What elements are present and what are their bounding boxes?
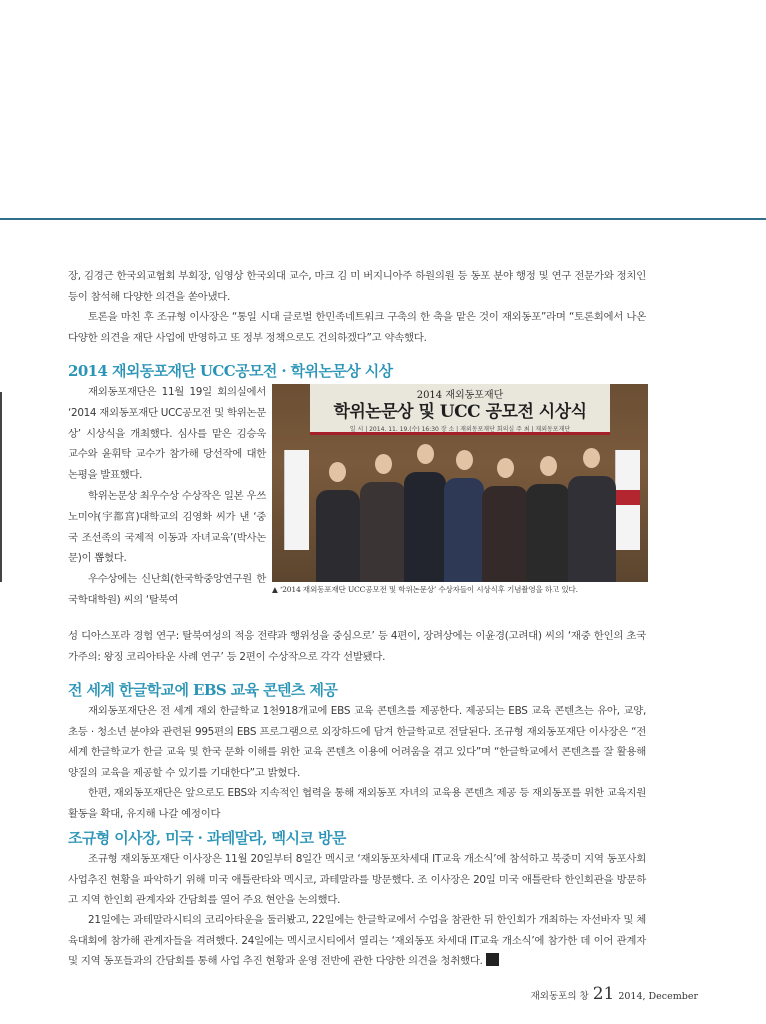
person-head [417, 444, 434, 464]
page-footer [531, 984, 698, 1004]
person [316, 490, 360, 582]
page-number: 21 [592, 984, 615, 1004]
person-head [329, 462, 346, 482]
intro-paragraph-2: 토론을 마친 후 조규형 이사장은 “통일 시대 글로벌 한민족네트워크 구축의 한 축을 맡은 것이 재외동포”라며 “토론회에서 나온 다양한 의견을 재단 사업에 반영하고 또 정부 정책으로도 건의하겠다”고 약속했다. [68, 311, 646, 344]
section2-paragraph-1: 재외동포재단은 전 세계 재외 한글학교 1천918개교에 EBS 교육 콘텐츠를 제공한다. 제공되는 EBS 교육 콘텐츠는 유아, 교양, 초등 · 청소년 분야와 관련된 995편의 EBS 프로그램으로 외장하드에 담겨 한글학교로 전달된다. 조규형 재외동포재단 이사장은 “전 세계 한글학교가 한글 교육 및 한국 문화 이해를 위한 교육 콘텐츠 이용에 어려움을 겪고 있다”며 “한글학교에서 콘텐츠를 잘 활용해 양질의 교육을 제공할 수 있기를 기대한다”고 밝혔다. [68, 705, 646, 779]
section1-paragraph-tail: 성 디아스포라 경험 연구: 탈북여성의 적응 전략과 행위성을 중심으로’ 등 4편이, 장려상에는 이윤경(고려대) 씨의 ‘재중 한인의 초국가주의: 왕징 코리아타운 사례 연구’ 등 2편이 수상작으로 각각 선발됐다. [68, 630, 646, 663]
korean-flag [284, 450, 309, 550]
section2-paragraph-2: 한편, 재외동포재단은 앞으로도 EBS와 지속적인 협력을 통해 재외동포 자녀의 교육용 콘텐츠 제공 등 재외동포를 위한 교육지원 활동을 확대, 유지해 나갈 예정이다 [68, 787, 646, 820]
magazine-name: 재외동포의 창 [530, 991, 589, 1002]
foundation-flag [615, 450, 640, 550]
person [568, 476, 616, 582]
top-rule [0, 218, 766, 220]
person-head [583, 448, 600, 468]
banner-line-1: 2014 재외동포재단 [416, 390, 504, 401]
section-heading-ebs: 전 세계 한글학교에 EBS 교육 콘텐츠 제공 [68, 681, 338, 699]
article-end-icon [486, 953, 499, 966]
section3-paragraph-1: 조규형 재외동포재단 이사장은 11월 20일부터 8일간 멕시코 ‘재외동포차세대 IT교육 개소식’에 참석하고 북중미 지역 동포사회 사업추진 현황을 파악하기 위해 미국 애틀란타와 멕시코, 과테말라를 방문했다. 조 이사장은 20일 미국 애틀란타 한인회관을 방문하고 지역 한인회 관계자와 간담회를 열어 주요 현안을 논의했다. [68, 853, 647, 906]
person-head [456, 450, 473, 470]
person [482, 486, 528, 582]
ceremony-banner [310, 384, 610, 435]
section1-paragraph-2: 학위논문상 최우수상 수상작은 일본 우쓰노미야(宇都宮)대학교의 김영화 씨가 낸 ‘중국 조선족의 국제적 이동과 자녀교육’(박사논문)이 뽑혔다. [68, 489, 266, 565]
person-head [375, 454, 392, 474]
section3-paragraph-2 [68, 910, 646, 972]
photo-caption: ▲ ‘2014 재외동포재단 UCC공모전 및 학위논문상’ 수상자들이 시상식후 기념촬영을 하고 있다. [272, 585, 578, 594]
margin-mark [0, 392, 2, 582]
person-head [540, 456, 557, 476]
banner-line-2: 학위논문상 및 UCC 공모전 시상식 [333, 402, 587, 422]
person-head [497, 458, 514, 478]
person [404, 472, 446, 582]
banner-line-3: 일 시 | 2014. 11. 19.(수) 16:30 장 소 | 재외동포재단 회의실 주 최 | 재외동포재단 [349, 426, 571, 433]
section-heading-ucc: 2014 재외동포재단 UCC공모전 · 학위논문상 시상 [68, 362, 393, 380]
section3-paragraph-2-text: 21일에는 과테말라시티의 코리아타운을 둘러봤고, 22일에는 한글학교에서 수업을 참관한 뒤 한인회가 개최하는 자선바자 및 체육대회에 참가해 관계자들을 격려했다. 24일에는 멕시코시티에서 열리는 ‘재외동포 차세대 IT교육 개소식’에 참가한 데 이어 관계자 및 지역 동포들과의 간담회를 통해 사업 추진 현황과 운영 전반에 관한 다양한 의견을 청취했다. [68, 914, 646, 967]
person [360, 482, 406, 582]
section1-column [68, 382, 266, 611]
section-heading-visit: 조규형 이사장, 미국 · 과테말라, 멕시코 방문 [68, 829, 346, 847]
issue-date: 2014, December [618, 991, 698, 1002]
section1-paragraph-3: 우수상에는 신난희(한국학중앙연구원 한국학대학원) 씨의 ‘탈북여 [68, 573, 266, 606]
section1-paragraph-1: 재외동포재단은 11월 19일 회의실에서 ‘2014 재외동포재단 UCC공모전 및 학위논문상’ 시상식을 개최했다. 심사를 맡은 김승욱 교수와 윤휘탁 교수가 참가해 당선작에 대한 논평을 발표했다. [68, 386, 266, 482]
person [526, 484, 570, 582]
intro-paragraph-1: 장, 김경근 한국외교협회 부회장, 임영상 한국외대 교수, 마크 김 미 버지니아주 하원의원 등 동포 분야 행정 및 연구 전문가와 정치인 등이 참석해 다양한 의견을 쏟아냈다. [68, 270, 646, 303]
person [444, 478, 484, 582]
award-ceremony-photo [272, 384, 648, 582]
